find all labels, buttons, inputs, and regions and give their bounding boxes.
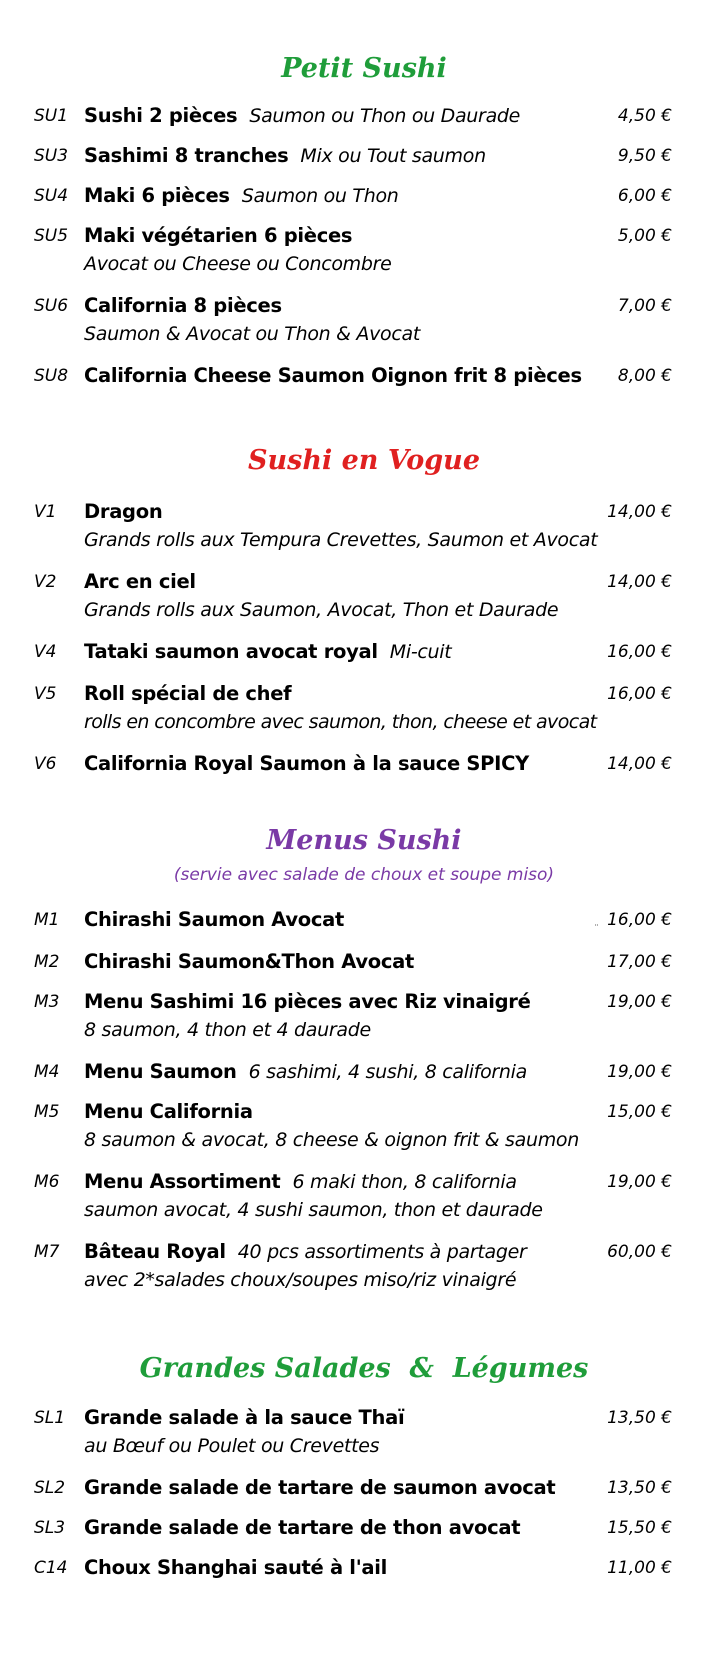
section-title-grandes-salades: Grandes Salades & Légumes [139, 1353, 589, 1384]
item-code: M1 [34, 910, 60, 930]
item-price: 8,00 € [617, 366, 672, 386]
item-name: Roll spécial de chef [84, 682, 292, 705]
item-code: SU6 [34, 296, 69, 316]
item-price: 5,00 € [617, 226, 672, 246]
item-code: SU1 [34, 106, 69, 126]
item-description: Grands rolls aux Saumon, Avocat, Thon et Daurade [84, 599, 559, 621]
item-name: Dragon [84, 500, 163, 523]
item-code: V4 [34, 642, 57, 662]
item-description: Saumon & Avocat ou Thon & Avocat [84, 323, 420, 345]
item-code: SL2 [34, 1478, 66, 1498]
item-price: 4,50 € [617, 106, 672, 126]
item-name: Grande salade de tartare de saumon avocat [84, 1476, 556, 1499]
item-price: 13,50 € [607, 1478, 672, 1498]
item-name: Sashimi 8 tranches [84, 144, 289, 167]
item-description: Avocat ou Cheese ou Concombre [84, 253, 392, 275]
item-description: saumon avocat, 4 sushi saumon, thon et daurade [84, 1199, 543, 1221]
item-price: 16,00 € [607, 910, 672, 930]
item-code: M2 [34, 952, 60, 972]
section-title-petit-sushi: Petit Sushi [281, 53, 447, 84]
item-code: C14 [34, 1558, 68, 1578]
item-detail: Saumon ou Thon [241, 185, 399, 207]
item-name: Maki végétarien 6 pièces [84, 224, 353, 247]
item-name: Maki 6 pièces [84, 184, 230, 207]
item-price: 14,00 € [607, 572, 672, 592]
item-detail: 40 pcs assortiments à partager [237, 1241, 527, 1263]
item-code: V1 [34, 502, 57, 522]
section-subtitle: (servie avec salade de choux et soupe miso) [173, 865, 555, 885]
item-code: SU3 [34, 146, 69, 166]
item-description: avec 2*salades choux/soupes miso/riz vinaigré [84, 1269, 517, 1291]
item-code: SU4 [34, 186, 69, 206]
item-code: SU5 [34, 226, 69, 246]
item-description: 8 saumon, 4 thon et 4 daurade [84, 1019, 371, 1041]
item-code: M5 [34, 1102, 60, 1122]
item-code: V6 [34, 754, 57, 774]
item-price: 16,00 € [607, 642, 672, 662]
item-name: California 8 pièces [84, 294, 282, 317]
item-price: 17,00 € [607, 952, 672, 972]
section-title-sushi-en-vogue: Sushi en Vogue [248, 445, 480, 476]
item-price: 19,00 € [607, 992, 672, 1012]
item-code: M3 [34, 992, 60, 1012]
item-code: SU8 [34, 366, 69, 386]
item-code: SL3 [34, 1518, 66, 1538]
item-name: Grande salade à la sauce Thaï [84, 1406, 405, 1429]
item-price: 6,00 € [617, 186, 672, 206]
item-code: V2 [34, 572, 57, 592]
item-detail: Mi-cuit [389, 641, 452, 663]
item-detail: 6 sashimi, 4 sushi, 8 california [248, 1061, 527, 1083]
item-code: SL1 [34, 1408, 66, 1428]
item-name: California Royal Saumon à la sauce SPICY [84, 752, 529, 775]
item-name: Sushi 2 pièces [84, 104, 238, 127]
item-detail: 6 maki thon, 8 california [292, 1171, 517, 1193]
item-price: 19,00 € [607, 1062, 672, 1082]
item-price: 19,00 € [607, 1172, 672, 1192]
item-description: 8 saumon & avocat, 8 cheese & oignon frit & saumon [84, 1129, 579, 1151]
item-code: M7 [34, 1242, 60, 1262]
item-name: Menu Assortiment [84, 1170, 281, 1193]
item-name: Choux Shanghai sauté à l'ail [84, 1556, 387, 1579]
item-price: 15,00 € [607, 1102, 672, 1122]
item-description: Grands rolls aux Tempura Crevettes, Saumon et Avocat [84, 529, 598, 551]
item-detail: Saumon ou Thon ou Daurade [249, 105, 521, 127]
item-name: California Cheese Saumon Oignon frit 8 pièces [84, 364, 582, 387]
item-price: 60,00 € [607, 1242, 672, 1262]
item-description: au Bœuf ou Poulet ou Crevettes [84, 1435, 380, 1457]
item-price: 14,00 € [607, 754, 672, 774]
item-price: 13,50 € [607, 1408, 672, 1428]
item-name: Menu California [84, 1100, 253, 1123]
item-name: Chirashi Saumon&Thon Avocat [84, 950, 414, 973]
stray-mark: ¨ [594, 924, 599, 935]
item-name: Arc en ciel [84, 570, 196, 593]
item-name: Grande salade de tartare de thon avocat [84, 1516, 521, 1539]
item-name: Menu Sashimi 16 pièces avec Riz vinaigré [84, 990, 531, 1013]
item-description: rolls en concombre avec saumon, thon, cheese et avocat [84, 711, 597, 733]
item-detail: Mix ou Tout saumon [300, 145, 486, 167]
item-code: M6 [34, 1172, 60, 1192]
item-code: V5 [34, 684, 57, 704]
item-name: Tataki saumon avocat royal [84, 640, 378, 663]
item-name: Chirashi Saumon Avocat [84, 908, 345, 931]
section-title-menus-sushi: Menus Sushi [266, 825, 462, 856]
item-price: 16,00 € [607, 684, 672, 704]
item-price: 15,50 € [607, 1518, 672, 1538]
item-code: M4 [34, 1062, 60, 1082]
item-price: 14,00 € [607, 502, 672, 522]
item-price: 11,00 € [607, 1558, 672, 1578]
item-name: Menu Saumon [84, 1060, 237, 1083]
item-price: 7,00 € [617, 296, 672, 316]
item-price: 9,50 € [617, 146, 672, 166]
item-name: Bâteau Royal [84, 1240, 226, 1263]
